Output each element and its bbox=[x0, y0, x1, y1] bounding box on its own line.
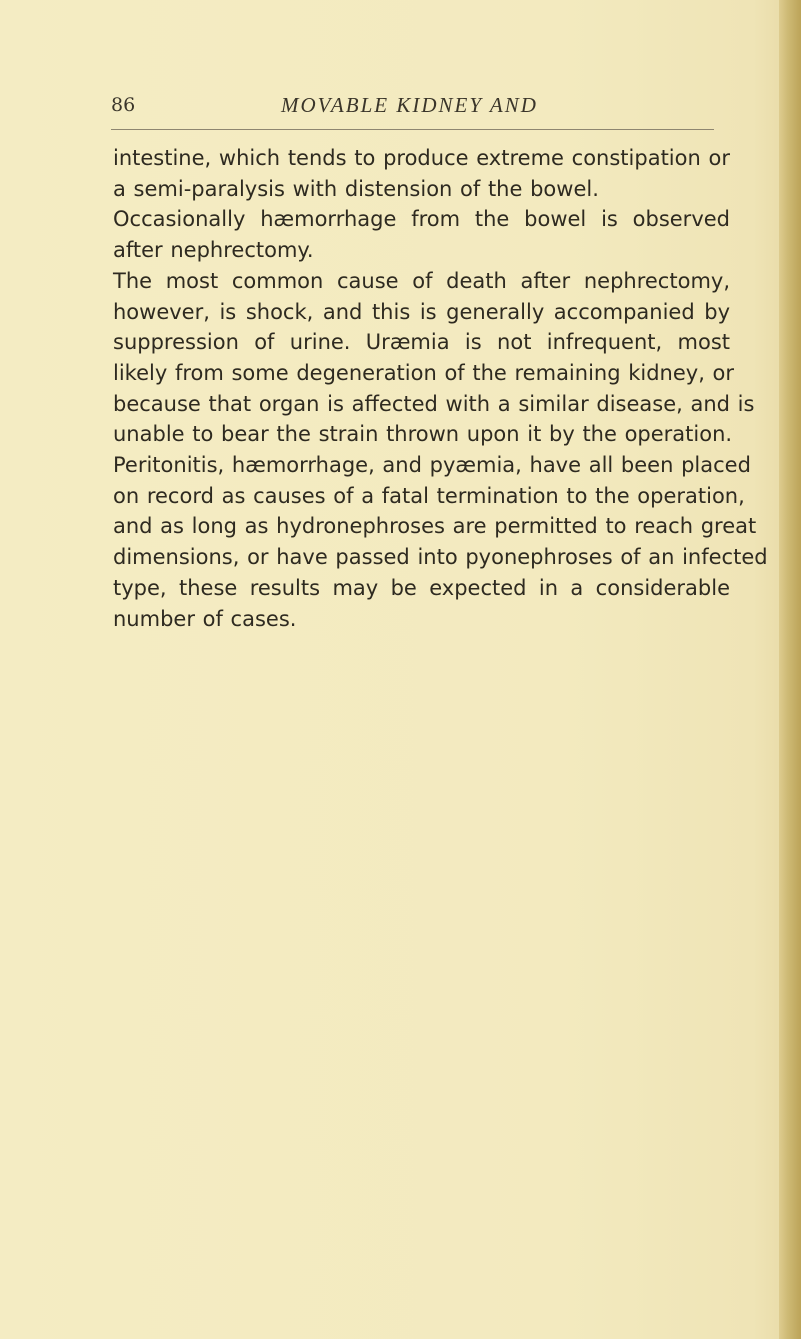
text-line: suppression of urine. Uræmia is not infrequent, most bbox=[113, 330, 730, 355]
text-line: and as long as hydronephroses are permitted to reach great bbox=[113, 514, 757, 539]
text-line: number of cases. bbox=[113, 606, 297, 631]
header-rule bbox=[111, 129, 714, 130]
body-text bbox=[113, 143, 768, 634]
text-line: however, is shock, and this is generally accompanied by bbox=[113, 299, 730, 324]
text-line: after nephrectomy. bbox=[113, 238, 314, 263]
text-line: Occasionally hæmorrhage from the bowel is observed bbox=[113, 207, 730, 232]
text-line: Peritonitis, hæmorrhage, and pyæmia, have all been placed bbox=[113, 453, 751, 478]
text-line: on record as causes of a fatal termination to the operation, bbox=[113, 483, 745, 508]
text-line: likely from some degeneration of the remaining kidney, or bbox=[113, 360, 735, 385]
text-line: a semi-paralysis with distension of the bowel. bbox=[113, 176, 599, 201]
text-line: The most common cause of death after nephrectomy, bbox=[113, 268, 730, 293]
running-title: MOVABLE KIDNEY AND bbox=[281, 93, 538, 117]
text-line: because that organ is affected with a similar disease, and is bbox=[113, 391, 755, 416]
page-edge bbox=[779, 0, 801, 1339]
page-number: 86 bbox=[111, 94, 136, 116]
page-header bbox=[111, 94, 711, 118]
text-line: type, these results may be expected in a considerable bbox=[113, 575, 730, 600]
text-line: dimensions, or have passed into pyonephroses of an infected bbox=[113, 545, 768, 570]
text-line: unable to bear the strain thrown upon it by the operation. bbox=[113, 422, 733, 447]
text-line: intestine, which tends to produce extreme constipation or bbox=[113, 146, 730, 170]
